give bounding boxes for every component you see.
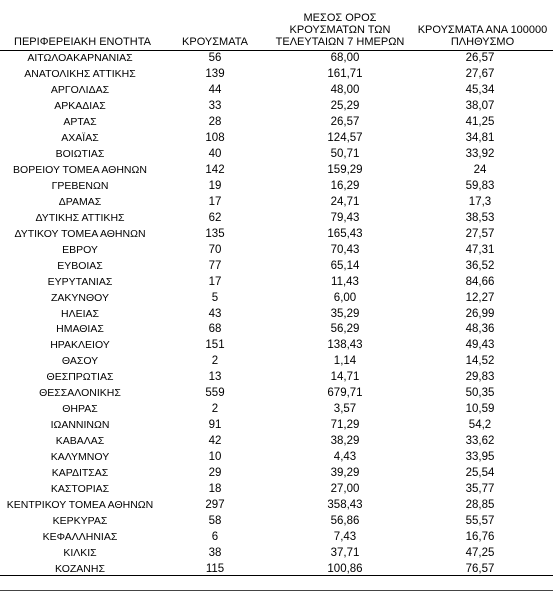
- table-row: [0, 434, 553, 450]
- table-row: [0, 450, 553, 466]
- row-cases: 2: [211, 355, 219, 368]
- row-avg7: 3,57: [333, 403, 357, 416]
- table-row: [0, 307, 553, 323]
- row-per100k: 49,43: [465, 339, 495, 352]
- table-row: [0, 195, 553, 211]
- table-row: [0, 322, 553, 338]
- row-per100k: 59,83: [465, 179, 495, 192]
- table-row: [0, 482, 553, 498]
- row-per100k: 36,52: [465, 259, 495, 272]
- row-region: ΔΥΤΙΚΗΣ ΑΤΤΙΚΗΣ: [35, 211, 125, 224]
- table-row: [0, 115, 553, 131]
- row-cases: 2: [211, 403, 219, 416]
- row-region: ΕΥΒΟΙΑΣ: [57, 259, 103, 272]
- row-per100k: 29,83: [465, 371, 495, 384]
- page-bottom-rule: [0, 590, 553, 591]
- row-per100k: 76,57: [465, 563, 495, 575]
- header-avg7: ΜΕΣΟΣ ΟΡΟΣ ΚΡΟΥΣΜΑΤΩΝ ΤΩΝ ΤΕΛΕΥΤΑΙΩΝ 7 ΗΜΕΡΩΝ: [275, 12, 405, 48]
- table-row: [0, 418, 553, 434]
- row-cases: 40: [208, 147, 222, 160]
- row-cases: 33: [208, 99, 222, 112]
- row-region: ΚΑΛΥΜΝΟΥ: [50, 451, 110, 464]
- row-region: ΑΧΑΪΑΣ: [61, 131, 99, 144]
- row-avg7: 50,71: [330, 147, 360, 160]
- table-bottom-rule: [0, 575, 553, 576]
- row-cases: 18: [208, 483, 222, 496]
- row-cases: 43: [208, 307, 222, 320]
- row-avg7: 11,43: [331, 275, 359, 288]
- row-cases: 38: [208, 547, 222, 560]
- row-avg7: 37,71: [330, 547, 360, 560]
- row-avg7: 138,43: [327, 339, 363, 352]
- table-row: [0, 498, 553, 514]
- table-header: [0, 0, 553, 51]
- row-per100k: 27,57: [465, 227, 495, 240]
- row-cases: 13: [208, 371, 222, 384]
- row-avg7: 79,43: [330, 211, 360, 224]
- row-per100k: 47,31: [465, 243, 495, 256]
- row-avg7: 35,29: [330, 307, 360, 320]
- row-region: ΓΡΕΒΕΝΩΝ: [51, 179, 109, 192]
- row-cases: 151: [205, 339, 225, 352]
- row-region: ΑΝΑΤΟΛΙΚΗΣ ΑΤΤΙΚΗΣ: [24, 67, 136, 80]
- row-cases: 6: [211, 531, 219, 544]
- table-row: [0, 546, 553, 562]
- row-region: ΕΥΡΥΤΑΝΙΑΣ: [47, 275, 113, 288]
- table-row: [0, 243, 553, 259]
- row-avg7: 48,00: [330, 83, 360, 96]
- header-region: ΠΕΡΙΦΕΡΕΙΑΚΗ ΕΝΟΤΗΤΑ: [14, 36, 151, 48]
- row-per100k: 16,76: [465, 531, 495, 544]
- row-region: ΔΡΑΜΑΣ: [58, 195, 102, 208]
- row-region: ΚΑΡΔΙΤΣΑΣ: [51, 467, 109, 480]
- row-per100k: 45,34: [465, 83, 495, 96]
- row-per100k: 47,25: [465, 547, 495, 560]
- row-region: ΑΡΤΑΣ: [63, 115, 97, 128]
- row-region: ΗΡΑΚΛΕΙΟΥ: [50, 339, 110, 352]
- row-region: ΒΟΡΕΙΟΥ ΤΟΜΕΑ ΑΘΗΝΩΝ: [13, 163, 147, 176]
- table-row: [0, 386, 553, 402]
- table-row: [0, 338, 553, 354]
- row-avg7: 165,43: [327, 227, 363, 240]
- row-avg7: 16,29: [330, 179, 360, 192]
- table-row: [0, 131, 553, 147]
- row-cases: 108: [205, 131, 225, 144]
- row-cases: 559: [205, 387, 225, 400]
- table-row: [0, 514, 553, 530]
- row-cases: 56: [208, 52, 222, 64]
- row-cases: 91: [208, 419, 222, 432]
- table-row: [0, 179, 553, 195]
- table-row: [0, 275, 553, 291]
- row-cases: 62: [208, 211, 222, 224]
- row-region: ΚΕΦΑΛΛΗΝΙΑΣ: [42, 531, 118, 544]
- row-per100k: 12,27: [465, 291, 495, 304]
- row-avg7: 26,57: [330, 115, 360, 128]
- row-per100k: 48,36: [465, 323, 495, 336]
- row-cases: 10: [208, 451, 222, 464]
- row-region: ΔΥΤΙΚΟΥ ΤΟΜΕΑ ΑΘΗΝΩΝ: [14, 227, 146, 240]
- row-per100k: 25,54: [465, 467, 495, 480]
- row-region: ΒΟΙΩΤΙΑΣ: [55, 147, 105, 160]
- row-region: ΗΜΑΘΙΑΣ: [56, 323, 104, 336]
- row-avg7: 38,29: [330, 435, 360, 448]
- row-per100k: 34,81: [465, 131, 495, 144]
- row-per100k: 27,67: [465, 67, 495, 80]
- row-cases: 29: [208, 467, 222, 480]
- row-cases: 44: [208, 83, 222, 96]
- row-avg7: 70,43: [330, 243, 360, 256]
- row-per100k: 38,07: [465, 99, 495, 112]
- row-avg7: 24,71: [330, 195, 360, 208]
- row-region: ΑΡΓΟΛΙΔΑΣ: [50, 83, 110, 96]
- table-row: [0, 530, 553, 546]
- row-cases: 142: [205, 163, 225, 176]
- row-cases: 115: [205, 563, 225, 575]
- header-per100k: ΚΡΟΥΣΜΑΤΑ ΑΝΑ 100000 ΠΛΗΘΥΣΜΟ: [417, 24, 548, 48]
- row-per100k: 38,53: [465, 211, 495, 224]
- row-per100k: 35,77: [465, 483, 495, 496]
- row-avg7: 4,43: [333, 451, 357, 464]
- row-per100k: 33,62: [465, 435, 495, 448]
- row-region: ΖΑΚΥΝΘΟΥ: [50, 291, 109, 304]
- row-cases: 58: [208, 515, 222, 528]
- row-cases: 68: [208, 323, 222, 336]
- row-region: ΚΕΡΚΥΡΑΣ: [52, 515, 108, 528]
- row-region: ΕΒΡΟΥ: [62, 243, 98, 256]
- row-per100k: 10,59: [465, 403, 495, 416]
- row-per100k: 33,92: [465, 147, 495, 160]
- row-avg7: 6,00: [333, 291, 357, 304]
- row-cases: 5: [211, 291, 219, 304]
- row-avg7: 124,57: [327, 131, 363, 144]
- row-per100k: 24: [473, 163, 487, 176]
- row-region: ΚΑΣΤΟΡΙΑΣ: [50, 483, 110, 496]
- row-avg7: 100,86: [327, 563, 363, 575]
- row-region: ΚΕΝΤΡΙΚΟΥ ΤΟΜΕΑ ΑΘΗΝΩΝ: [6, 499, 154, 512]
- row-cases: 42: [208, 435, 222, 448]
- row-region: ΚΙΛΚΙΣ: [63, 547, 97, 560]
- row-avg7: 679,71: [327, 387, 363, 400]
- row-cases: 17: [208, 275, 222, 288]
- row-cases: 17: [208, 195, 222, 208]
- row-avg7: 56,29: [330, 323, 360, 336]
- row-per100k: 14,52: [465, 355, 495, 368]
- row-avg7: 71,29: [330, 419, 360, 432]
- row-cases: 28: [208, 115, 222, 128]
- table-row: [0, 370, 553, 386]
- row-per100k: 26,57: [465, 52, 495, 64]
- row-per100k: 50,35: [465, 387, 495, 400]
- row-region: ΑΙΤΩΛΟΑΚΑΡΝΑΝΙΑΣ: [27, 52, 133, 64]
- row-region: ΗΛΕΙΑΣ: [60, 307, 99, 320]
- row-avg7: 7,43: [333, 531, 357, 544]
- row-per100k: 17,3: [468, 195, 492, 208]
- row-cases: 70: [208, 243, 222, 256]
- table-row: [0, 402, 553, 418]
- row-per100k: 54,2: [468, 419, 492, 432]
- row-avg7: 27,00: [330, 483, 360, 496]
- table-row: [0, 466, 553, 482]
- row-per100k: 26,99: [465, 307, 495, 320]
- table-row: [0, 99, 553, 115]
- header-cases: ΚΡΟΥΣΜΑΤΑ: [182, 36, 248, 48]
- row-avg7: 14,71: [330, 371, 360, 384]
- table-row: [0, 259, 553, 275]
- row-cases: 139: [205, 67, 225, 80]
- row-per100k: 41,25: [465, 115, 495, 128]
- row-per100k: 33,95: [465, 451, 495, 464]
- row-cases: 19: [208, 179, 222, 192]
- row-cases: 135: [205, 227, 225, 240]
- row-avg7: 161,71: [327, 67, 363, 80]
- row-avg7: 159,29: [327, 163, 363, 176]
- table-row: [0, 211, 553, 227]
- row-region: ΘΕΣΠΡΩΤΙΑΣ: [46, 371, 114, 384]
- row-avg7: 65,14: [330, 259, 360, 272]
- row-region: ΘΕΣΣΑΛΟΝΙΚΗΣ: [39, 387, 121, 400]
- row-avg7: 1,14: [333, 355, 357, 368]
- table-row: [0, 147, 553, 163]
- table-body: [0, 51, 553, 578]
- row-per100k: 55,57: [465, 515, 495, 528]
- table-row: [0, 83, 553, 99]
- row-per100k: 84,66: [465, 275, 495, 288]
- row-cases: 297: [205, 499, 225, 512]
- table-row: [0, 51, 553, 67]
- table-row: [0, 227, 553, 243]
- table-row: [0, 67, 553, 83]
- table-row: [0, 354, 553, 370]
- table-row: [0, 163, 553, 179]
- row-cases: 77: [208, 259, 222, 272]
- row-avg7: 25,29: [330, 99, 360, 112]
- row-avg7: 68,00: [330, 52, 360, 64]
- row-region: ΙΩΑΝΝΙΝΩΝ: [50, 419, 110, 432]
- row-region: ΑΡΚΑΔΙΑΣ: [54, 99, 106, 112]
- table-row: [0, 291, 553, 307]
- row-per100k: 28,85: [465, 499, 495, 512]
- row-avg7: 56,86: [330, 515, 360, 528]
- row-region: ΚΟΖΑΝΗΣ: [55, 563, 105, 575]
- row-avg7: 39,29: [330, 467, 360, 480]
- row-region: ΘΑΣΟΥ: [61, 355, 99, 368]
- row-avg7: 358,43: [327, 499, 363, 512]
- row-region: ΚΑΒΑΛΑΣ: [55, 435, 105, 448]
- row-region: ΘΗΡΑΣ: [62, 403, 98, 416]
